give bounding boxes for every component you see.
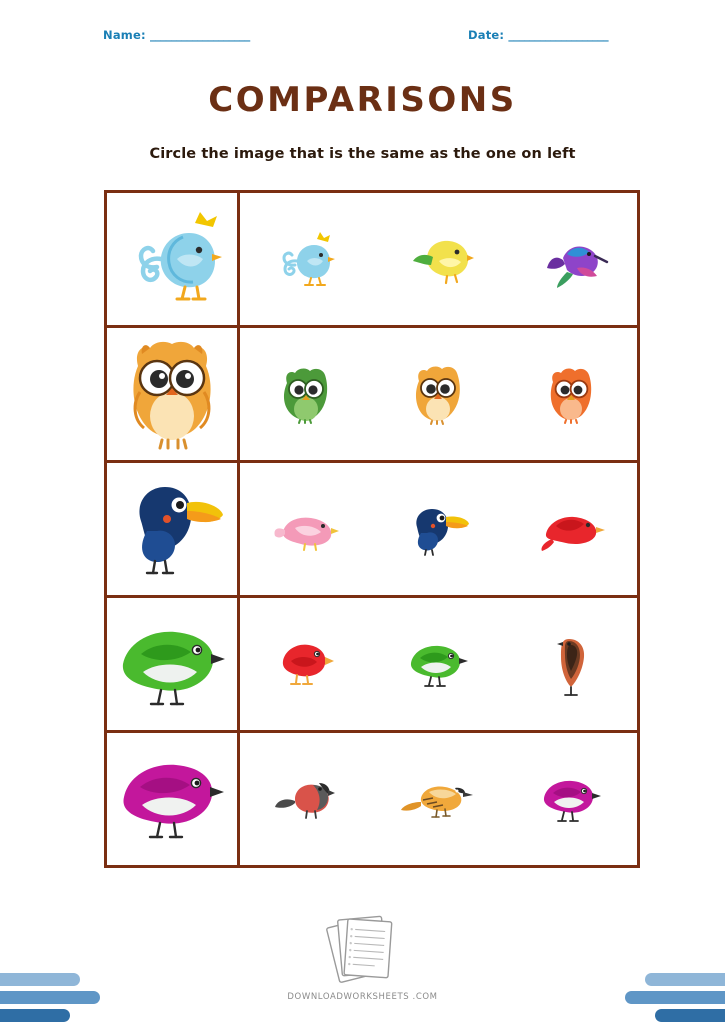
green-owl[interactable] <box>246 328 366 460</box>
bullfinch[interactable] <box>246 733 366 865</box>
red-owl[interactable] <box>511 328 631 460</box>
blue-bird-with-crown-small[interactable] <box>246 193 366 325</box>
red-bird[interactable] <box>511 463 631 595</box>
table-row <box>107 193 637 328</box>
orange-striped-bird[interactable] <box>378 733 498 865</box>
green-bird <box>113 614 231 714</box>
date-label: Date: <box>468 28 505 42</box>
comparisons-table <box>104 190 640 868</box>
red-bird-standing[interactable] <box>246 598 366 730</box>
green-bird-small[interactable] <box>378 598 498 730</box>
decoration-left <box>0 966 120 1024</box>
blue-toucan-small[interactable] <box>378 463 498 595</box>
prompt-cell <box>107 193 240 325</box>
prompt-cell <box>107 463 240 595</box>
name-field[interactable] <box>103 28 250 42</box>
page-title: COMPARISONS <box>208 80 517 120</box>
options-cell <box>240 193 637 325</box>
table-row <box>107 733 637 865</box>
date-blank-line: ___________________ <box>508 28 609 42</box>
options-cell <box>240 733 637 865</box>
date-field[interactable] <box>468 28 608 42</box>
instruction-text: Circle the image that is the same as the one on left <box>149 146 576 162</box>
orange-owl-small[interactable] <box>378 328 498 460</box>
table-row <box>107 598 637 733</box>
magenta-bird <box>114 749 230 849</box>
options-cell <box>240 598 637 730</box>
pink-bird[interactable] <box>246 463 366 595</box>
purple-hummingbird[interactable] <box>511 193 631 325</box>
table-row <box>107 328 637 463</box>
name-label: Name: <box>103 28 146 42</box>
prompt-cell <box>107 733 240 865</box>
worksheet-header <box>0 28 725 52</box>
options-cell <box>240 328 637 460</box>
name-blank-line: ___________________ <box>150 28 250 42</box>
blue-toucan <box>117 473 227 585</box>
page-footer <box>0 894 725 1024</box>
blue-bird-with-crown <box>117 207 227 312</box>
prompt-cell <box>107 328 240 460</box>
paper-stack-icon <box>308 912 418 982</box>
orange-owl <box>124 332 220 456</box>
brown-finch[interactable] <box>511 598 631 730</box>
footer-credit: DOWNLOADWORKSHEETS .COM <box>287 992 438 1002</box>
magenta-bird-small[interactable] <box>511 733 631 865</box>
options-cell <box>240 463 637 595</box>
prompt-cell <box>107 598 240 730</box>
table-row <box>107 463 637 598</box>
decoration-right <box>605 966 725 1024</box>
yellow-bird[interactable] <box>378 193 498 325</box>
